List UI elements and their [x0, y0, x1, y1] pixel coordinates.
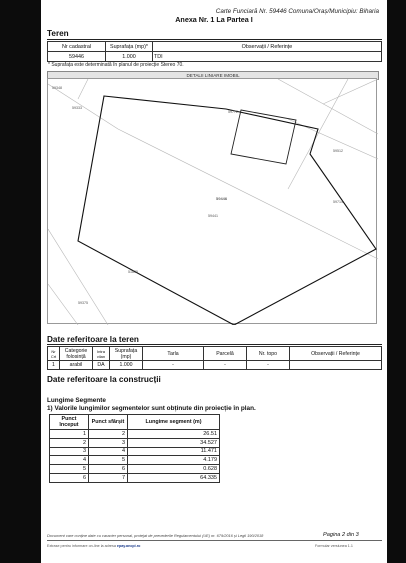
cell-observatii: TDI — [153, 52, 382, 62]
teren-ref-heading: Date referitoare la teren — [47, 335, 139, 344]
footer-extract — [47, 544, 140, 548]
col-parcela: Parcelă — [204, 347, 247, 361]
segments-table — [49, 414, 220, 483]
cell-end: 4 — [89, 447, 128, 456]
cell-start: 5 — [50, 465, 89, 474]
label-59714: 59714 — [333, 200, 343, 204]
col-nr-crt: Nr Crt — [48, 347, 60, 361]
cell-end: 6 — [89, 465, 128, 474]
cell-categorie: arabil — [60, 361, 93, 370]
footer-epay-link[interactable]: epay.ancpi.ro — [116, 544, 141, 548]
teren-table — [47, 41, 382, 62]
section-rule — [47, 39, 382, 40]
neighbor-boundary — [278, 79, 378, 134]
cell-length: 0.628 — [128, 465, 220, 474]
segments-subheading: 1) Valorile lungimilor segmentelor sunt obținute din proiecție în plan. — [47, 405, 256, 412]
footer-page-number: Pagina 2 din 3 — [323, 532, 359, 538]
cell-start: 2 — [50, 438, 89, 447]
cell-start: 3 — [50, 447, 89, 456]
constructii-heading: Date referitoare la construcții — [47, 375, 161, 384]
cell-length: 34.527 — [128, 438, 220, 447]
col-intravilan: Intra vilan — [93, 347, 110, 361]
label-51835: 51835 — [128, 270, 138, 274]
cell-end: 2 — [89, 430, 128, 439]
table-row — [50, 447, 220, 456]
label-59512: 59512 — [333, 149, 343, 153]
document-page — [41, 0, 387, 563]
building-outline — [231, 110, 296, 164]
label-59333: 59333 — [72, 106, 82, 110]
footer-legal-note: Document care conține date cu caracter personal, protejat de prevederile Regulamentului (UE) nr. 679/2016 și Legii 190/2018 — [47, 533, 264, 538]
cell-length: 11.471 — [128, 447, 220, 456]
cell-length: 4.179 — [128, 456, 220, 465]
cell-end: 3 — [89, 438, 128, 447]
cell-intravilan: DA — [93, 361, 110, 370]
col-suprafata-mp: Suprafața (mp) — [110, 347, 143, 361]
document-header-reference: Carte Funciară Nr. 59446 Comuna/Oraș/Municipiu: Biharia — [215, 8, 379, 15]
label-59441: 59441 — [208, 214, 218, 218]
neighbor-boundary — [288, 79, 348, 189]
cell-end: 7 — [89, 473, 128, 482]
cell-nr-cadastral: 59446 — [48, 52, 106, 62]
neighbor-boundary — [48, 229, 108, 325]
label-59375: 59375 — [78, 301, 88, 305]
map-title: DETALII LINIARE IMOBIL — [47, 71, 379, 80]
annex-title: Anexa Nr. 1 La Partea I — [175, 15, 253, 24]
cell-start: 1 — [50, 430, 89, 439]
cell-tarla: - — [143, 361, 204, 370]
table-row — [50, 465, 220, 474]
col-observatii: Observații / Referințe — [153, 42, 382, 52]
col-suprafata: Suprafața (mp)* — [106, 42, 153, 52]
neighbor-boundary — [48, 84, 118, 129]
label-59348: 59348 — [52, 86, 62, 90]
parcel-plan — [47, 78, 377, 324]
col-punct-inceput: Punct început — [50, 415, 89, 430]
neighbor-boundary — [48, 284, 78, 325]
col-nr-topo: Nr. topo — [247, 347, 290, 361]
table-row — [50, 456, 220, 465]
cell-length: 26.51 — [128, 430, 220, 439]
cell-nr-topo: - — [247, 361, 290, 370]
neighbor-boundary — [323, 79, 378, 104]
cell-suprafata: 1.000 — [106, 52, 153, 62]
cell-length: 64.335 — [128, 473, 220, 482]
parcel-boundary — [78, 96, 376, 325]
table-row — [50, 473, 220, 482]
cell-start: 4 — [50, 456, 89, 465]
col-categorie: Categorie folosință — [60, 347, 93, 361]
teren-heading: Teren — [47, 29, 69, 38]
cell-parcela: - — [204, 361, 247, 370]
col-tarla: Tarla — [143, 347, 204, 361]
parcel-plan-drawing — [48, 79, 378, 325]
footer-form-version: Formular versiunea 1.1 — [315, 544, 353, 548]
cell-end: 5 — [89, 456, 128, 465]
footer-extract-text: Extrase pentru informare on-line la adresa — [47, 544, 116, 548]
section-rule — [47, 344, 382, 345]
table-row — [50, 430, 220, 439]
cell-nr-crt: 1 — [48, 361, 60, 370]
cell-start: 6 — [50, 473, 89, 482]
label-59772: 59772 — [228, 110, 238, 114]
label-59446: 59446 — [216, 196, 228, 201]
table-row — [50, 438, 220, 447]
footer-rule — [47, 540, 382, 541]
cell-observatii-ref — [290, 361, 382, 370]
segments-heading: Lungime Segmente — [47, 397, 106, 404]
col-lungime: Lungime segment (m) — [128, 415, 220, 430]
col-observatii-ref: Observații / Referințe — [290, 347, 382, 361]
col-punct-sfarsit: Punct sfârșit — [89, 415, 128, 430]
col-nr-cadastral: Nr cadastral — [48, 42, 106, 52]
neighbor-boundary — [78, 79, 88, 99]
cell-suprafata-mp: 1.000 — [110, 361, 143, 370]
teren-ref-table — [47, 346, 382, 370]
stereo-note: * Suprafața este determinată în planul de proiecție Stereo 70. — [48, 62, 184, 68]
